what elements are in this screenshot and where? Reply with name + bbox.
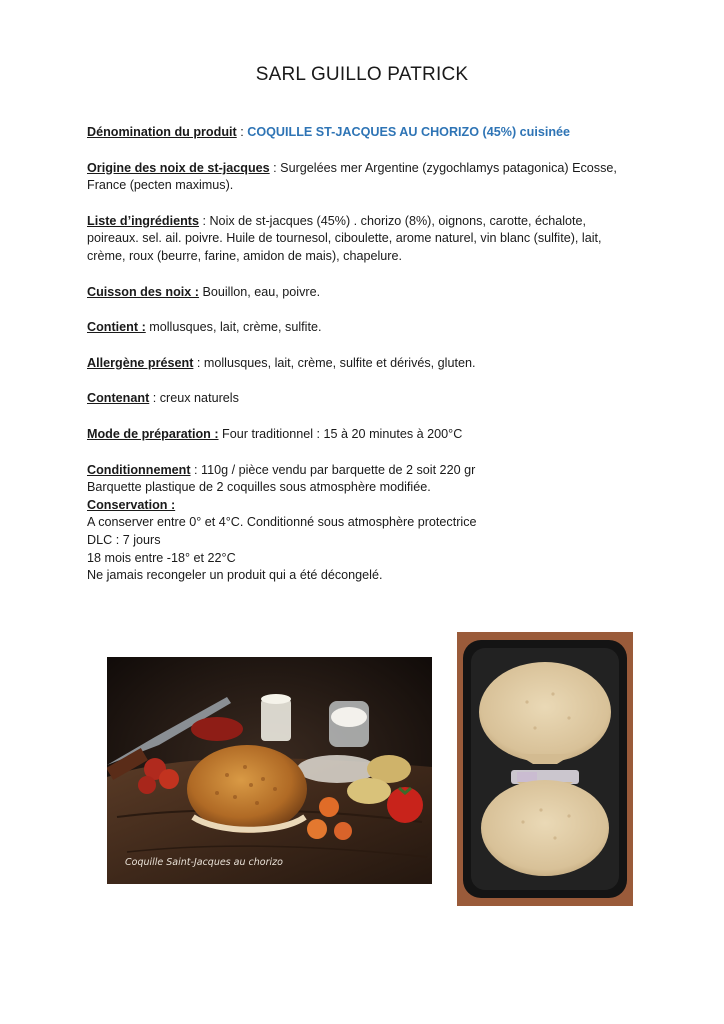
cuisson-row	[87, 284, 647, 302]
allergene-row	[87, 355, 647, 373]
conservation-line: DLC : 7 jours	[87, 532, 161, 547]
denomination-separator: :	[236, 125, 248, 139]
contenant-row	[87, 390, 647, 408]
origine-text-line2: France (pecten maximus).	[87, 178, 234, 193]
origine-label: Origine des noix de st-jacques	[87, 160, 270, 175]
ingredients-line1: : Noix de st-jacques (45%) . chorizo (8%), oignons, carotte, échalote,	[198, 213, 587, 228]
conservation-block	[87, 497, 647, 585]
conditionnement-line2: Barquette plastique de 2 coquilles sous atmosphère modifiée.	[87, 480, 431, 495]
preparation-value: Four traditionnel : 15 à 20 minutes à 200°C	[218, 426, 463, 441]
product-name: COQUILLE ST-JACQUES AU CHORIZO (45%) cuisinée	[247, 125, 571, 139]
conditionnement-row	[87, 462, 647, 497]
origine-text-line1: : Surgelées mer Argentine (zygochlamys patagonica) Ecosse,	[269, 160, 617, 175]
preparation-row	[87, 426, 647, 444]
contient-value: mollusques, lait, crème, sulfite.	[145, 320, 322, 335]
presentation-illustration	[107, 657, 432, 884]
ingredients-line2: poireaux. sel. ail. poivre. Huile de tournesol, ciboulette, arome naturel, vin blanc (sulfite), lait,	[87, 231, 602, 246]
conservation-line: 18 mois entre -18° et 22°C	[87, 550, 236, 565]
contient-row	[87, 319, 647, 337]
contenant-label: Contenant	[87, 391, 150, 406]
contenant-value: : creux naturels	[149, 391, 239, 406]
ingredients-line3: crème, roux (beurre, farine, amidon de mais), chapelure.	[87, 248, 402, 263]
allergene-label: Allergène présent	[87, 355, 194, 370]
product-sheet	[87, 124, 647, 585]
packaging-illustration	[457, 632, 633, 906]
conservation-line: Ne jamais recongeler un produit qui a été décongelé.	[87, 568, 383, 583]
product-photo-packaging	[457, 632, 633, 906]
company-title: SARL GUILLO PATRICK	[255, 64, 469, 85]
photo-caption: Coquille Saint-Jacques au chorizo	[125, 857, 283, 868]
denomination-row	[87, 124, 647, 142]
product-photo-presentation	[107, 657, 432, 884]
conservation-label: Conservation :	[87, 497, 176, 512]
cuisson-label: Cuisson des noix :	[87, 284, 199, 299]
contient-label: Contient :	[87, 320, 146, 335]
cuisson-value: Bouillon, eau, poivre.	[198, 284, 321, 299]
denomination-label: Dénomination du produit	[87, 125, 237, 139]
conservation-line: A conserver entre 0° et 4°C. Conditionné sous atmosphère protectrice	[87, 515, 477, 530]
conditionnement-line1: : 110g / pièce vendu par barquette de 2 soit 220 gr	[190, 462, 476, 477]
conditionnement-label: Conditionnement	[87, 462, 191, 477]
origine-row	[87, 160, 647, 195]
allergene-value: : mollusques, lait, crème, sulfite et dérivés, gluten.	[193, 355, 476, 370]
ingredients-label: Liste d’ingrédients	[87, 213, 199, 228]
preparation-label: Mode de préparation :	[87, 426, 219, 441]
ingredients-row	[87, 213, 647, 266]
